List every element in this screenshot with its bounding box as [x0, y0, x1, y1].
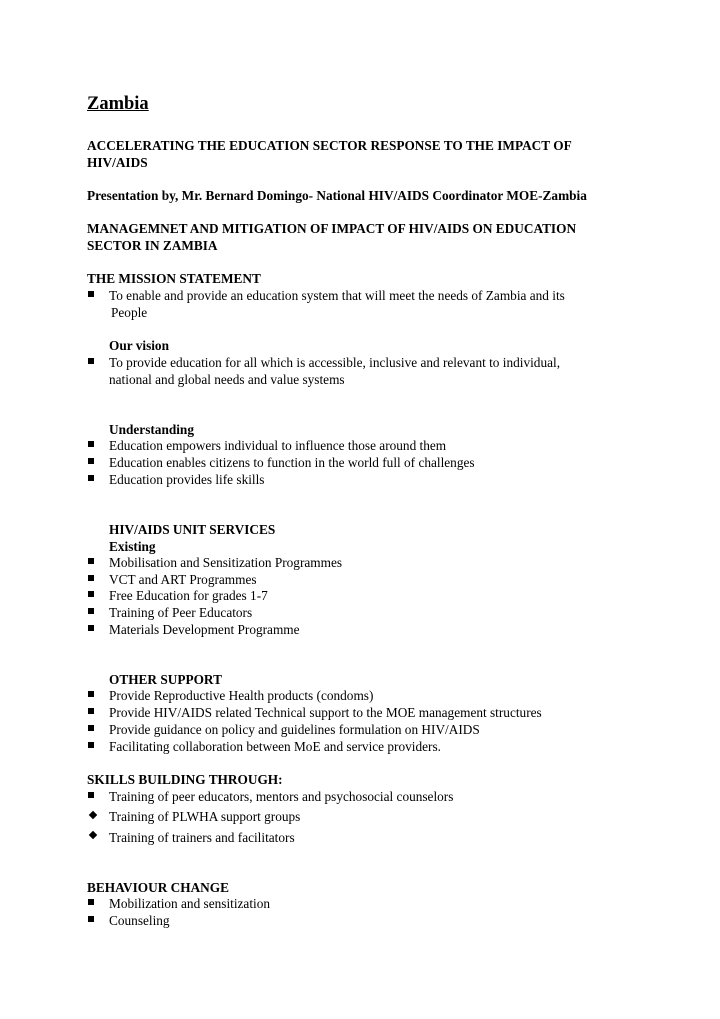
square-bullet-icon: [88, 441, 94, 447]
list-item: Provide guidance on policy and guidelines formulation on HIV/AIDS: [109, 722, 480, 737]
understanding-heading: Understanding: [109, 422, 194, 437]
list-item: Mobilization and sensitization: [109, 896, 271, 911]
main-heading-line-1: ACCELERATING THE EDUCATION SECTOR RESPONSE TO THE IMPACT OF: [87, 138, 572, 153]
mission-text-line-2: People: [111, 305, 148, 320]
diamond-bullet-icon: [89, 831, 97, 839]
list-item: Mobilisation and Sensitization Programmes: [109, 555, 343, 570]
list-item: VCT and ART Programmes: [109, 572, 257, 587]
section-heading-line-1: MANAGEMNET AND MITIGATION OF IMPACT OF HIV/AIDS ON EDUCATION: [87, 221, 577, 236]
unit-services-subheading: Existing: [109, 539, 156, 554]
list-item: Facilitating collaboration between MoE and service providers.: [109, 739, 441, 754]
mission-heading: THE MISSION STATEMENT: [87, 271, 261, 286]
main-heading-line-2: HIV/AIDS: [87, 155, 148, 170]
square-bullet-icon: [88, 591, 94, 597]
square-bullet-icon: [88, 558, 94, 564]
square-bullet-icon: [88, 792, 94, 798]
list-item: Education empowers individual to influence those around them: [109, 438, 447, 453]
square-bullet-icon: [88, 291, 94, 297]
square-bullet-icon: [88, 899, 94, 905]
square-bullet-icon: [88, 458, 94, 464]
mission-text-line-1: To enable and provide an education system that will meet the needs of Zambia and its: [109, 288, 565, 303]
vision-text-line-2: national and global needs and value systems: [109, 372, 345, 387]
square-bullet-icon: [88, 358, 94, 364]
square-bullet-icon: [88, 625, 94, 631]
behaviour-heading: BEHAVIOUR CHANGE: [87, 880, 229, 895]
list-item: Provide HIV/AIDS related Technical support to the MOE management structures: [109, 705, 542, 720]
square-bullet-icon: [88, 608, 94, 614]
diamond-bullet-icon: [89, 811, 97, 819]
section-heading-line-2: SECTOR IN ZAMBIA: [87, 238, 218, 253]
list-item: Training of Peer Educators: [109, 605, 253, 620]
other-support-heading: OTHER SUPPORT: [109, 672, 222, 687]
square-bullet-icon: [88, 916, 94, 922]
vision-heading: Our vision: [109, 338, 169, 353]
list-item: Training of PLWHA support groups: [109, 809, 301, 824]
list-item: Training of peer educators, mentors and psychosocial counselors: [109, 789, 454, 804]
square-bullet-icon: [88, 475, 94, 481]
list-item: Materials Development Programme: [109, 622, 300, 637]
square-bullet-icon: [88, 575, 94, 581]
vision-text-line-1: To provide education for all which is accessible, inclusive and relevant to individual,: [109, 355, 561, 370]
document-title: Zambia: [87, 94, 149, 114]
unit-services-heading: HIV/AIDS UNIT SERVICES: [109, 522, 276, 537]
square-bullet-icon: [88, 691, 94, 697]
list-item: Education enables citizens to function in the world full of challenges: [109, 455, 475, 470]
skills-heading: SKILLS BUILDING THROUGH:: [87, 772, 283, 787]
list-item: Education provides life skills: [109, 472, 265, 487]
list-item: Training of trainers and facilitators: [109, 830, 295, 845]
list-item: Counseling: [109, 913, 170, 928]
presenter-line: Presentation by, Mr. Bernard Domingo- National HIV/AIDS Coordinator MOE-Zambia: [87, 188, 587, 203]
square-bullet-icon: [88, 708, 94, 714]
square-bullet-icon: [88, 725, 94, 731]
list-item: Provide Reproductive Health products (condoms): [109, 688, 374, 703]
square-bullet-icon: [88, 742, 94, 748]
list-item: Free Education for grades 1-7: [109, 588, 268, 603]
